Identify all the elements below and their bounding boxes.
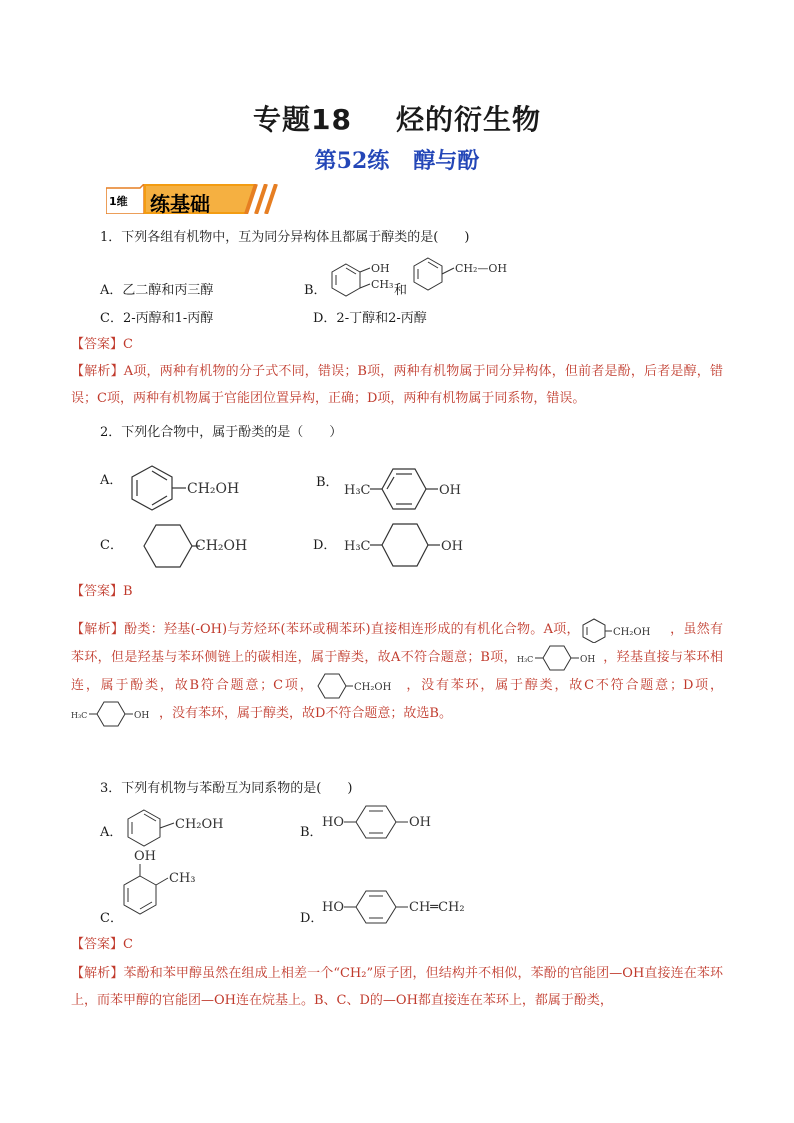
q1-o-cresol-structure — [326, 256, 400, 302]
q3-b-hydroquinone-structure — [322, 806, 452, 846]
svg-text:OH: OH — [134, 710, 150, 721]
q3-stem: 3．下列有机物与苯酚互为同系物的是( ) — [100, 781, 353, 796]
q3-answer: 【答案】C — [71, 937, 133, 952]
q2-b-p-cresol-structure — [342, 464, 472, 514]
q2-analysis: 【解析】酚类：羟基(-OH)与芳烃环(苯环或稠苯环)直接相连形成的有机化合物。A项， CH₂OH ，虽然有苯环，但是羟基与苯环侧链上的碳相连，属于醇类，故A不符合题意；B项， H₃C OH ，羟基直接与苯环相连，属于酚类，故B符合题意；C项， CH₂OH ，没有苯环，属于醇类，故C不符合题意；D项， H₃C OH ，没有苯环，属于醇类，故D不符合题意；故选B。 — [71, 616, 723, 728]
svg-text:CH═CH₂: CH═CH₂ — [409, 900, 465, 915]
page-title — [0, 98, 794, 138]
q2-analysis-methylcyclohexanol — [71, 701, 159, 727]
svg-text:CH₂OH: CH₂OH — [195, 538, 248, 554]
svg-text:H₃C: H₃C — [344, 539, 371, 554]
svg-text:CH₃: CH₃ — [169, 871, 196, 886]
q1-option-d: D．2-丁醇和2-丙醇 — [313, 311, 427, 326]
svg-text:HO: HO — [322, 900, 344, 915]
q3-a-benzyl-alcohol-structure — [122, 808, 242, 844]
svg-text:H₃C: H₃C — [71, 710, 88, 720]
section-label: 练基础 — [150, 192, 210, 216]
q3-option-b-label: B． — [300, 825, 323, 840]
svg-text:OH: OH — [441, 539, 463, 554]
q1-answer: 【答案】C — [71, 337, 133, 352]
svg-text:CH₂—OH: CH₂—OH — [455, 262, 508, 275]
svg-text:CH₂OH: CH₂OH — [175, 817, 224, 832]
topic-title: 烃的衍生物 — [395, 103, 541, 136]
q2-analysis-p-cresol — [517, 645, 603, 671]
q3-c-o-cresol-structure — [118, 848, 208, 934]
q1-option-b-join: 和 — [394, 283, 408, 298]
svg-text:H₃C: H₃C — [344, 483, 371, 498]
q3-option-c-label: C． — [100, 911, 123, 926]
svg-text:HO: HO — [322, 815, 344, 830]
svg-text:CH₃: CH₃ — [371, 278, 394, 291]
q2-option-d-label: D． — [313, 538, 337, 553]
svg-text:CH₂OH: CH₂OH — [612, 626, 651, 638]
svg-text:OH: OH — [579, 654, 596, 665]
svg-text:OH: OH — [439, 483, 461, 498]
q2-stem: 2．下列化合物中，属于酚类的是（ ） — [100, 425, 343, 440]
q3-option-a-label: A． — [100, 825, 123, 840]
svg-text:CH₂OH: CH₂OH — [353, 681, 391, 693]
q2-c-cyclohexylmethanol-structure — [124, 520, 254, 572]
q3-d-vinylphenol-structure — [322, 890, 502, 930]
q2-answer: 【答案】B — [71, 584, 133, 599]
page-subtitle — [0, 144, 794, 175]
svg-text:OH: OH — [409, 815, 431, 830]
q2-a-benzyl-alcohol-structure — [124, 462, 254, 512]
section-dim-label: 1维 — [109, 195, 128, 208]
svg-text:H₃C: H₃C — [516, 654, 534, 664]
q2-option-a-label: A． — [100, 473, 123, 488]
q1-analysis: 【解析】A项，两种有机物的分子式不同，错误；B项，两种有机物属于同分异构体，但前者是酚，后者是醇，错误；C项，两种有机物属于官能团位置异构，正确；D项，两种有机物属于同系物，错误。 — [71, 364, 723, 406]
q2-option-c-label: C． — [100, 538, 123, 553]
exercise-number: 第52练 — [314, 148, 390, 174]
q2-analysis-cyclohexylmethanol — [315, 673, 405, 699]
svg-text:OH: OH — [134, 849, 156, 864]
q2-analysis-benzyl-alcohol — [580, 617, 670, 643]
q2-option-b-label: B． — [316, 475, 339, 490]
q1-option-b-prefix: B． — [304, 283, 327, 298]
q3-analysis: 【解析】苯酚和苯甲醇虽然在组成上相差一个“CH₂”原子团，但结构并不相似，苯酚的官能团—OH直接连在苯环上，而苯甲醇的官能团—OH连在烷基上。B、C、D的—OH都直接连在苯环上，都属于酚类， — [71, 966, 723, 1008]
q1-stem: 1．下列各组有机物中，互为同分异构体且都属于醇类的是( ) — [100, 230, 470, 245]
q2-d-methylcyclohexanol-structure — [342, 520, 472, 572]
q1-option-c: C．2-丙醇和1-丙醇 — [100, 311, 214, 326]
q1-option-a: A．乙二醇和丙三醇 — [100, 283, 214, 298]
q3-option-d-label: D． — [300, 911, 324, 926]
exercise-title: 醇与酚 — [413, 148, 480, 174]
svg-text:CH₂OH: CH₂OH — [187, 481, 240, 497]
q1-benzyl-alcohol-structure — [408, 252, 518, 298]
topic-number: 专题18 — [253, 103, 352, 136]
svg-text:OH: OH — [371, 262, 390, 275]
